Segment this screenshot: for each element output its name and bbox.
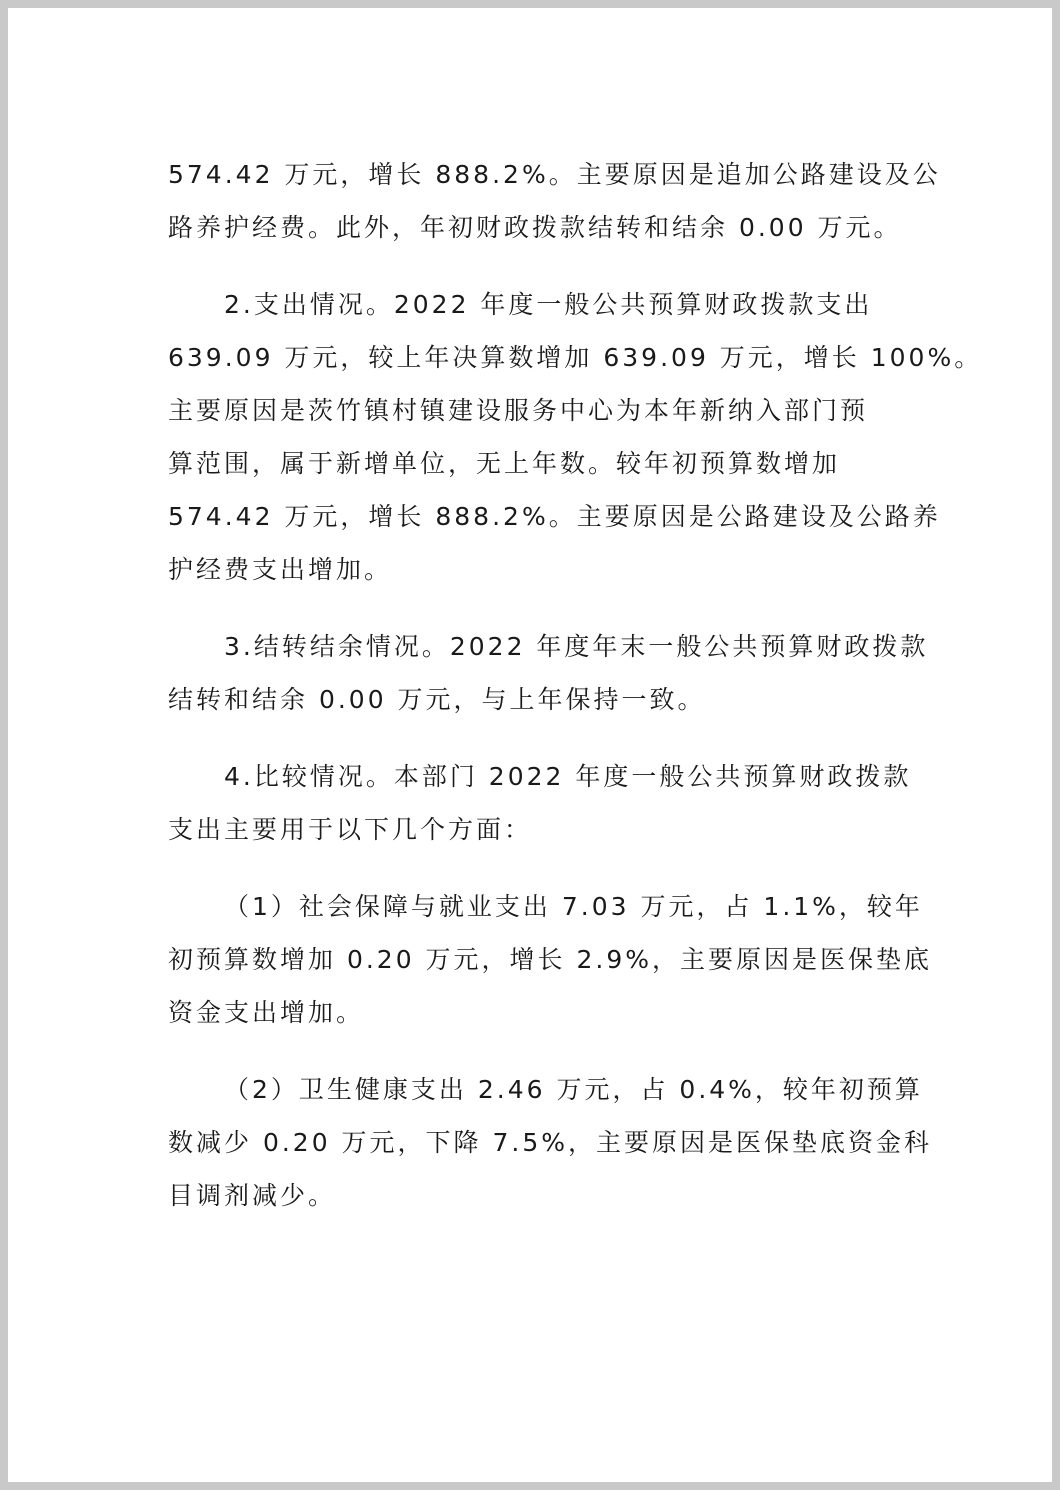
paragraph-carryover-balance xyxy=(168,620,929,726)
text-line: 初预算数增加 0.20 万元，增长 2.9%，主要原因是医保垫底 xyxy=(168,945,933,974)
text-line: 数减少 0.20 万元，下降 7.5%，主要原因是医保垫底资金科 xyxy=(168,1128,933,1157)
paragraph-expenditure xyxy=(168,278,983,596)
paragraph-comparison xyxy=(168,750,912,856)
text-line: 639.09 万元，较上年决算数增加 639.09 万元，增长 100%。 xyxy=(168,343,983,372)
text-line: 支出主要用于以下几个方面： xyxy=(168,815,533,844)
text-line: 资金支出增加。 xyxy=(168,998,365,1027)
text-line: 3.结转结余情况。2022 年度年末一般公共预算财政拨款 xyxy=(224,632,929,661)
paragraph-budget-carryover xyxy=(168,148,941,254)
text-line: 目调剂减少。 xyxy=(168,1181,337,1210)
text-line: 结转和结余 0.00 万元，与上年保持一致。 xyxy=(168,685,706,714)
text-line: 4.比较情况。本部门 2022 年度一般公共预算财政拨款 xyxy=(224,762,912,791)
text-line: （2）卫生健康支出 2.46 万元，占 0.4%，较年初预算 xyxy=(224,1075,923,1104)
text-line: （1）社会保障与就业支出 7.03 万元，占 1.1%，较年 xyxy=(224,892,923,921)
paragraph-health xyxy=(168,1063,933,1222)
text-line: 算范围，属于新增单位，无上年数。较年初预算数增加 xyxy=(168,449,841,478)
text-line: 主要原因是茨竹镇村镇建设服务中心为本年新纳入部门预 xyxy=(168,396,869,425)
document-body xyxy=(168,148,983,1246)
paragraph-social-security xyxy=(168,880,933,1039)
text-line: 路养护经费。此外，年初财政拨款结转和结余 0.00 万元。 xyxy=(168,213,902,242)
text-line: 574.42 万元，增长 888.2%。主要原因是公路建设及公路养 xyxy=(168,502,941,531)
document-page xyxy=(8,8,1052,1482)
text-line: 2.支出情况。2022 年度一般公共预算财政拨款支出 xyxy=(224,290,873,319)
text-line: 护经费支出增加。 xyxy=(168,555,393,584)
text-line: 574.42 万元，增长 888.2%。主要原因是追加公路建设及公 xyxy=(168,160,941,189)
